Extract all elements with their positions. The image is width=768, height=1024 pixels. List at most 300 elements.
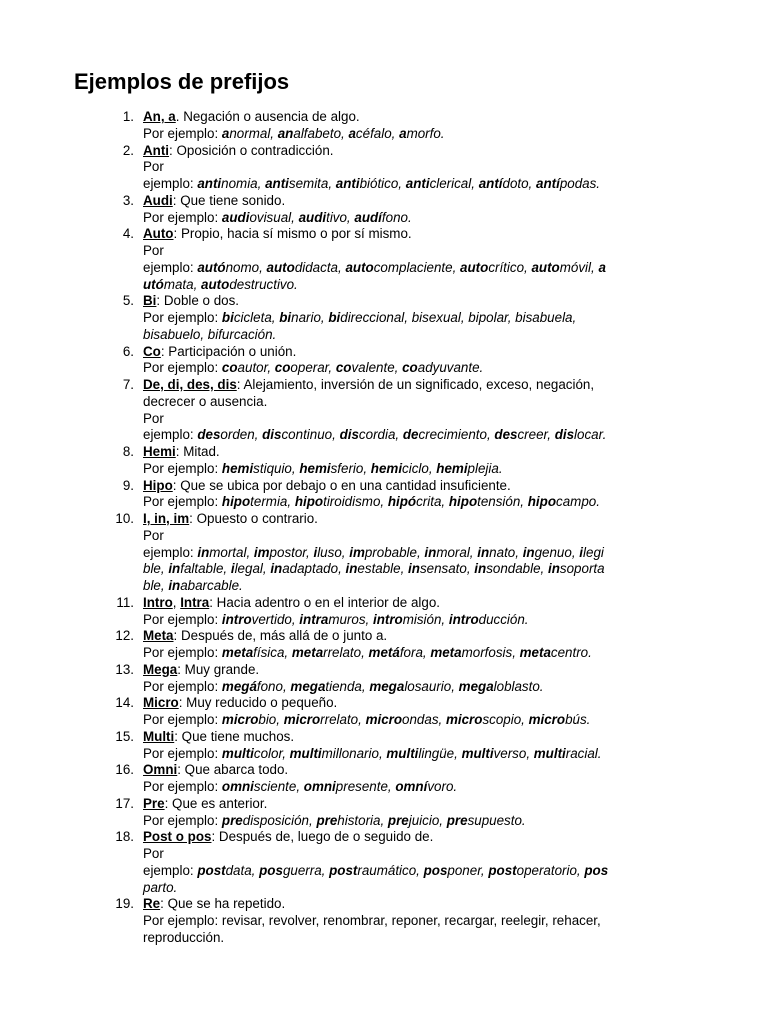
example-word: rrelato, <box>320 712 366 727</box>
item-text: decrecer o ausencia. <box>143 393 268 409</box>
item-text: Por ejemplo: <box>143 779 222 794</box>
example-word: parto. <box>143 879 178 895</box>
item-number: 1. <box>122 109 134 124</box>
item-line <box>143 896 693 913</box>
item-text: : Oposición o contradicción. <box>169 142 334 158</box>
example-prefix: i <box>579 544 584 560</box>
example-prefix: in <box>408 561 420 577</box>
list-item <box>0 109 768 143</box>
example-word: data, <box>225 862 260 878</box>
example-word: didacta, <box>294 259 346 275</box>
example-word: mata, <box>163 276 202 292</box>
example-prefix: multi <box>461 745 494 761</box>
example-prefix: audí <box>354 209 382 225</box>
example-prefix: meta <box>430 645 462 660</box>
example-word: sciente, <box>253 779 304 794</box>
list-item <box>0 143 768 193</box>
item-line <box>143 796 693 813</box>
item-text: : Muy grande. <box>177 661 260 677</box>
item-line <box>143 226 693 243</box>
item-line <box>143 746 693 763</box>
example-word: crecimiento, <box>418 427 495 443</box>
example-prefix: antí <box>478 176 503 191</box>
item-text: reproducción. <box>143 929 225 945</box>
example-prefix: anti <box>265 176 289 191</box>
example-word: creer, <box>517 427 555 443</box>
example-prefix: in <box>424 544 437 560</box>
prefix-term: Hemi <box>143 444 176 459</box>
item-number: 14. <box>115 695 134 711</box>
item-text: Por ejemplo: <box>143 712 222 727</box>
prefix-term: Omni <box>143 762 178 778</box>
example-prefix: auto <box>201 276 230 292</box>
item-body <box>143 662 693 696</box>
prefix-term: Mega <box>143 661 178 677</box>
example-word: biótico, <box>359 176 406 191</box>
example-prefix: micro <box>528 712 566 727</box>
example-prefix: in <box>270 561 283 577</box>
item-text: : Que abarca todo. <box>177 762 289 778</box>
example-prefix: micro <box>365 712 403 727</box>
example-word: verso, <box>493 745 534 761</box>
example-prefix: audi <box>298 209 327 225</box>
example-prefix: intro <box>221 611 252 627</box>
item-text: : Que tiene sonido. <box>172 192 286 208</box>
example-word: legal, <box>234 561 271 577</box>
item-text: : Opuesto o contrario. <box>189 511 318 526</box>
example-word: ble, <box>143 561 169 577</box>
example-word: nomia, <box>221 176 266 191</box>
example-prefix: autó <box>197 259 226 275</box>
example-prefix: bi <box>221 310 234 325</box>
example-prefix: in <box>522 544 535 560</box>
example-prefix: pre <box>221 812 243 828</box>
example-word: ducción. <box>478 611 529 627</box>
item-line <box>143 126 693 143</box>
example-word: guerra, <box>282 862 330 878</box>
item-number: 15. <box>115 728 134 744</box>
item-number: 19. <box>115 896 134 912</box>
example-prefix: pos <box>423 862 448 878</box>
item-body <box>143 478 693 512</box>
example-word: normal, <box>229 125 278 141</box>
example-word: tiroidismo, <box>323 494 388 510</box>
prefix-term: Hipo <box>143 477 173 493</box>
list-item <box>0 193 768 227</box>
item-text: : Muy reducido o pequeño. <box>178 695 338 711</box>
example-word: operar, <box>290 360 336 376</box>
example-prefix: pre <box>387 812 409 828</box>
example-word: ondas, <box>402 712 446 727</box>
example-prefix: audi <box>221 209 250 225</box>
example-word: tensión, <box>477 494 528 510</box>
item-line <box>143 679 693 696</box>
item-text: ejemplo: <box>143 427 198 443</box>
example-prefix: pre <box>316 812 338 828</box>
item-text: Por ejemplo: <box>143 678 222 694</box>
item-number: 4. <box>122 226 134 242</box>
example-word: complaciente, <box>373 259 461 275</box>
item-line <box>143 762 693 779</box>
example-word: probable, <box>364 544 425 560</box>
item-body <box>143 193 693 227</box>
item-line <box>143 628 693 645</box>
item-text: : Que es anterior. <box>164 795 268 811</box>
item-line <box>143 511 693 528</box>
prefix-term: Intro <box>143 594 173 610</box>
item-body <box>143 762 693 796</box>
item-text: Por ejemplo: <box>143 494 222 510</box>
list-item <box>0 762 768 796</box>
item-body <box>143 293 693 343</box>
example-prefix: a <box>399 125 407 141</box>
item-line <box>143 712 693 729</box>
item-line <box>143 863 693 880</box>
example-word: morfosis, <box>461 645 520 660</box>
list-item <box>0 478 768 512</box>
item-number: 5. <box>122 293 134 309</box>
prefix-term: Auto <box>143 226 174 242</box>
item-body <box>143 595 693 629</box>
item-line <box>143 143 693 160</box>
item-text: Por ejemplo: <box>143 611 222 627</box>
item-number: 12. <box>115 628 134 644</box>
example-prefix: post <box>488 862 517 878</box>
example-prefix: in <box>548 561 560 577</box>
item-number: 2. <box>122 142 134 158</box>
example-word: ciclo, <box>402 460 437 476</box>
item-line <box>143 293 693 310</box>
example-prefix: in <box>197 544 210 560</box>
example-word: faltable, <box>180 561 231 577</box>
item-text: Por <box>143 846 164 861</box>
example-word: direccional, bisexual, bipolar, bisabuela, <box>340 310 577 325</box>
prefix-term: Re <box>143 896 161 912</box>
item-body <box>143 796 693 830</box>
example-prefix: auto <box>460 259 489 275</box>
page-title: Ejemplos de prefijos <box>74 69 290 94</box>
prefix-term: I, in, im <box>143 511 190 526</box>
item-line <box>143 327 693 344</box>
item-number: 8. <box>122 444 134 459</box>
example-prefix: auto <box>266 259 295 275</box>
item-line <box>143 729 693 746</box>
list-item <box>0 662 768 696</box>
example-prefix: hipo <box>294 494 324 510</box>
item-number: 3. <box>122 192 134 208</box>
item-text: : Que se ubica por debajo o en una cantidad insuficiente. <box>172 477 511 493</box>
item-line <box>143 662 693 679</box>
example-word: bús. <box>565 712 591 727</box>
example-word: soporta <box>559 561 605 577</box>
example-word: misión, <box>402 611 449 627</box>
prefix-list <box>0 109 768 947</box>
example-prefix: meta <box>221 645 254 660</box>
item-number: 13. <box>115 661 134 677</box>
item-line <box>143 813 693 830</box>
item-text: Por ejemplo: revisar, revolver, renombrar, reponer, recargar, reelegir, rehacer, <box>143 913 601 928</box>
example-prefix: co <box>335 360 352 376</box>
item-line <box>143 377 693 394</box>
list-item <box>0 595 768 629</box>
example-word: abarcable. <box>180 578 243 593</box>
item-line <box>143 344 693 361</box>
example-word: morfo. <box>406 125 445 141</box>
example-prefix: pos <box>259 862 283 878</box>
item-line <box>143 444 693 461</box>
item-text: : Doble o dos. <box>156 293 240 309</box>
example-word: física, <box>253 645 292 660</box>
example-prefix: omni <box>221 779 254 794</box>
item-text: ejemplo: <box>143 544 198 560</box>
example-word: rrelato, <box>323 645 369 660</box>
item-number: 10. <box>115 511 134 526</box>
example-prefix: pre <box>446 812 468 828</box>
item-number: 7. <box>122 377 134 392</box>
prefix-term: Post o pos <box>143 829 212 845</box>
example-prefix: meta <box>291 645 324 660</box>
prefix-term: Intra <box>180 594 210 610</box>
item-text: : Alejamiento, inversión de un significado, exceso, negación, <box>236 377 595 392</box>
item-line <box>143 528 693 545</box>
example-prefix: multi <box>386 745 419 761</box>
item-line <box>143 695 693 712</box>
item-number: 11. <box>116 594 134 610</box>
item-text: , <box>172 594 181 610</box>
item-line <box>143 193 693 210</box>
example-prefix: intro <box>448 611 479 627</box>
item-body <box>143 226 693 293</box>
item-line <box>143 210 693 227</box>
item-line <box>143 494 693 511</box>
item-line <box>143 612 693 629</box>
example-word: orden, <box>220 427 263 443</box>
item-text: Por <box>143 527 164 543</box>
example-word: ble, <box>143 578 169 593</box>
item-body <box>143 695 693 729</box>
example-word: presente, <box>335 779 396 794</box>
example-prefix: mega <box>290 678 326 694</box>
item-text: : Propio, hacia sí mismo o por sí mismo. <box>173 226 412 242</box>
example-prefix: meta <box>519 645 551 660</box>
example-prefix: anti <box>405 176 430 191</box>
example-word: operatorio, <box>516 862 585 878</box>
example-word: lingüe, <box>418 745 462 761</box>
example-word: termia, <box>250 494 295 510</box>
example-word: cicleta, <box>233 310 280 325</box>
item-line <box>143 243 693 260</box>
example-prefix: des <box>494 427 518 443</box>
item-line <box>143 176 693 193</box>
example-prefix: a <box>348 125 356 141</box>
item-text: Por <box>143 159 164 175</box>
item-text: . Negación o ausencia de algo. <box>175 109 360 124</box>
item-text: Por ejemplo: <box>143 360 222 376</box>
example-prefix: mega <box>458 678 494 694</box>
item-text: Por <box>143 243 164 258</box>
prefix-term: De, di, des, dis <box>143 377 237 392</box>
item-text: : Que tiene muchos. <box>174 728 295 744</box>
example-prefix: intra <box>299 611 329 627</box>
list-item <box>0 829 768 896</box>
example-prefix: pos <box>584 862 609 878</box>
list-item <box>0 628 768 662</box>
prefix-term: Audi <box>143 192 173 208</box>
item-line <box>143 913 693 930</box>
example-prefix: antí <box>536 176 560 191</box>
example-word: color, <box>253 745 290 761</box>
item-line <box>143 645 693 662</box>
item-text: : Después de, luego de o seguido de. <box>211 829 434 845</box>
example-word: locar. <box>574 427 607 443</box>
item-line <box>143 846 693 863</box>
item-text: ejemplo: <box>143 176 198 191</box>
prefix-term: Multi <box>143 728 175 744</box>
example-word: disposición, <box>242 812 317 828</box>
example-prefix: hipo <box>448 494 478 510</box>
example-prefix: hipó <box>387 494 417 510</box>
example-word: genuo, <box>534 544 580 560</box>
example-prefix: megá <box>221 678 257 694</box>
item-text: Por ejemplo: <box>143 209 222 225</box>
example-prefix: im <box>349 544 365 560</box>
example-word: postor, <box>269 544 314 560</box>
example-prefix: multi <box>221 745 254 761</box>
example-word: luso, <box>317 544 350 560</box>
example-prefix: co <box>274 360 291 376</box>
example-prefix: co <box>402 360 418 376</box>
example-word: destructivo. <box>229 276 298 292</box>
example-prefix: a <box>598 259 606 275</box>
example-prefix: in <box>168 578 181 593</box>
example-prefix: de <box>402 427 419 443</box>
item-body <box>143 444 693 478</box>
item-line <box>143 427 693 444</box>
prefix-term: Micro <box>143 695 179 711</box>
example-prefix: co <box>221 360 238 376</box>
list-item <box>0 695 768 729</box>
example-word: plejia. <box>467 460 503 476</box>
item-line <box>143 310 693 327</box>
example-word: stiquio, <box>253 460 300 476</box>
example-word: juicio, <box>408 812 447 828</box>
item-line <box>143 545 693 562</box>
example-word: valente, <box>351 360 403 376</box>
item-line <box>143 779 693 796</box>
item-text: ejemplo: <box>143 259 198 275</box>
item-line <box>143 109 693 126</box>
example-prefix: dis <box>339 427 359 443</box>
example-prefix: i <box>230 561 235 577</box>
example-prefix: micro <box>445 712 483 727</box>
item-line <box>143 159 693 176</box>
example-word: clerical, <box>429 176 479 191</box>
example-prefix: multi <box>289 745 322 761</box>
example-word: bisabuelo, bifurcación. <box>143 326 277 342</box>
item-line <box>143 595 693 612</box>
example-prefix: intro <box>372 611 403 627</box>
example-word: ovisual, <box>249 209 299 225</box>
example-word: cordia, <box>358 427 403 443</box>
item-body <box>143 377 693 444</box>
item-line <box>143 360 693 377</box>
example-word: adyuvante. <box>417 360 484 376</box>
item-text: Por ejemplo: <box>143 745 222 761</box>
example-prefix: hemi <box>299 460 331 476</box>
example-prefix: mega <box>369 678 405 694</box>
example-word: sferio, <box>330 460 371 476</box>
example-word: adaptado, <box>282 561 346 577</box>
prefix-term: An, a <box>143 109 176 124</box>
example-prefix: anti <box>335 176 360 191</box>
list-item <box>0 377 768 444</box>
example-prefix: multi <box>533 745 566 761</box>
prefix-term: Co <box>143 343 161 359</box>
example-word: muros, <box>328 611 373 627</box>
item-body <box>143 896 693 946</box>
example-prefix: micro <box>221 712 259 727</box>
example-prefix: im <box>253 544 270 560</box>
item-line <box>143 930 693 947</box>
item-text: Por ejemplo: <box>143 460 222 476</box>
item-text: Por ejemplo: <box>143 812 222 828</box>
example-prefix: hemi <box>436 460 468 476</box>
example-prefix: post <box>197 862 226 878</box>
example-prefix: metá <box>368 645 400 660</box>
item-text: : Hacia adentro o en el interior de algo. <box>209 594 440 610</box>
example-prefix: bi <box>279 310 292 325</box>
item-text: : Participación o unión. <box>160 343 297 359</box>
example-prefix: in <box>474 561 487 577</box>
item-body <box>143 344 693 378</box>
item-number: 17. <box>115 795 134 811</box>
item-body <box>143 729 693 763</box>
example-word: nario, <box>291 310 329 325</box>
example-word: doto, <box>502 176 537 191</box>
example-prefix: dis <box>262 427 282 443</box>
item-line <box>143 394 693 411</box>
example-prefix: anti <box>197 176 222 191</box>
item-line <box>143 277 693 294</box>
example-word: legi <box>583 544 604 560</box>
example-word: podas. <box>559 176 601 191</box>
item-body <box>143 628 693 662</box>
example-word: losaurio, <box>404 678 459 694</box>
example-prefix: a <box>221 125 230 141</box>
example-word: moral, <box>436 544 478 560</box>
item-body <box>143 109 693 143</box>
example-prefix: in <box>345 561 358 577</box>
item-text: : Mitad. <box>175 444 220 459</box>
item-line <box>143 880 693 897</box>
item-line <box>143 411 693 428</box>
example-word: móvil, <box>559 259 599 275</box>
example-word: alfabeto, <box>293 125 349 141</box>
example-word: poner, <box>447 862 489 878</box>
example-word: bio, <box>258 712 284 727</box>
example-word: millonario, <box>321 745 387 761</box>
item-line <box>143 578 693 595</box>
example-prefix: bi <box>328 310 341 325</box>
list-item <box>0 896 768 946</box>
example-word: fora, <box>399 645 431 660</box>
example-word: centro. <box>550 645 592 660</box>
example-prefix: des <box>197 427 221 443</box>
example-prefix: an <box>277 125 294 141</box>
list-item <box>0 511 768 595</box>
item-number: 6. <box>122 343 134 359</box>
example-word: estable, <box>357 561 409 577</box>
